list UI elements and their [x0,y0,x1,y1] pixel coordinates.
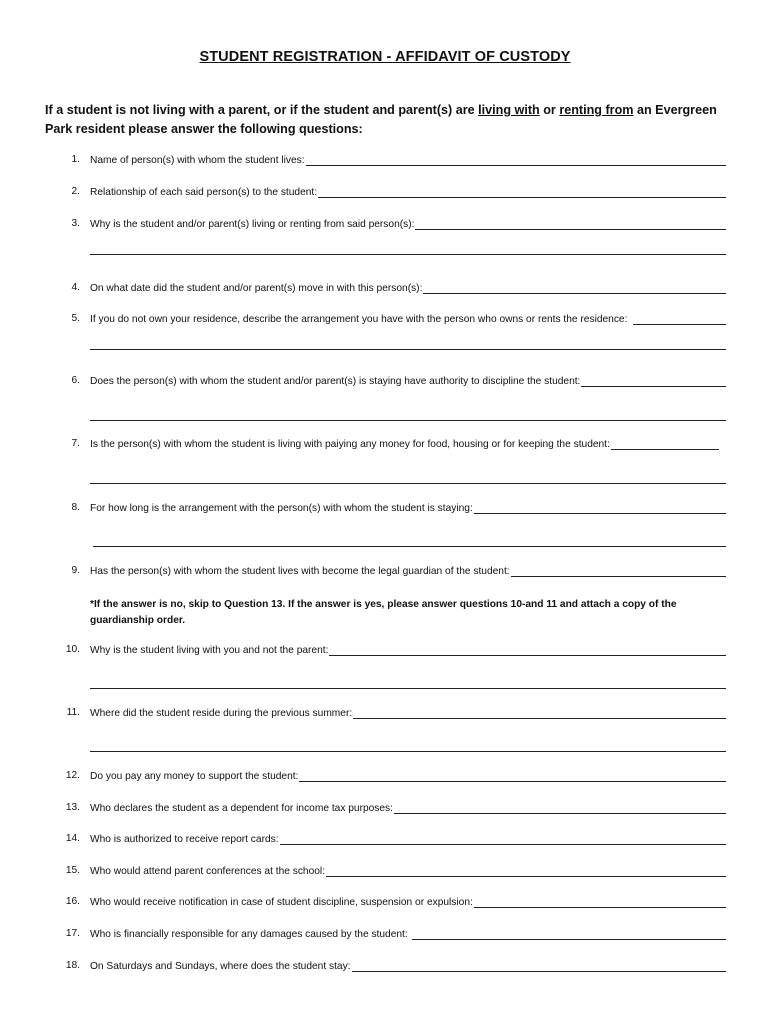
question-9: 9. Has the person(s) with whom the student lives with become the legal guardian of the student: [45,565,726,581]
question-4: 4. On what date did the student and/or parent(s) move in with this person(s): [45,282,726,298]
question-2: 2. Relationship of each said person(s) to the student: [45,186,726,202]
answer-line-13[interactable] [394,802,726,814]
intro-text: If a student is not living with a parent, or if the student and parent(s) are living with or renting from an Evergreen Park resident please answer the following questions: [45,103,717,136]
question-16: 16. Who would receive notification in case of student discipline, suspension or expulsion: [45,896,726,912]
answer-line-11b[interactable] [90,751,726,752]
answer-line-3[interactable] [415,218,726,230]
answer-line-1[interactable] [306,154,726,166]
answer-line-16[interactable] [474,896,726,908]
answer-line-2[interactable] [318,186,726,198]
question-6: 6. Does the person(s) with whom the student and/or parent(s) is staying have authority to discipline the student: [45,375,726,391]
question-5: 5. If you do not own your residence, describe the arrangement you have with the person who owns or rents the residence: [45,313,726,329]
answer-line-8b[interactable] [93,546,726,547]
answer-line-17[interactable] [412,928,726,940]
answer-line-6[interactable] [581,375,726,387]
answer-line-12[interactable] [299,770,726,782]
answer-line-15[interactable] [326,865,726,877]
question-1: 1. Name of person(s) with whom the student lives: [45,154,726,170]
living-with-emphasis: living with [478,103,540,117]
answer-line-7[interactable] [611,438,719,450]
answer-line-8[interactable] [474,502,726,514]
answer-line-5[interactable] [633,313,726,325]
answer-line-14[interactable] [280,833,726,845]
question-7: 7. Is the person(s) with whom the student is living with paiying any money for food, housing or for keeping the student: [45,438,726,454]
form-title: STUDENT REGISTRATION - AFFIDAVIT OF CUSTODY [199,49,571,65]
question-10: 10. Why is the student living with you and not the parent: [45,644,726,660]
question-8: 8. For how long is the arrangement with the person(s) with whom the student is staying: [45,502,726,518]
question-15: 15. Who would attend parent conferences at the school: [45,865,726,881]
question-17: 17. Who is financially responsible for any damages caused by the student: [45,928,726,944]
answer-line-9[interactable] [511,565,726,577]
answer-line-18[interactable] [352,960,726,972]
question-14: 14. Who is authorized to receive report cards: [45,833,726,849]
question-11: 11. Where did the student reside during the previous summer: [45,707,726,723]
answer-line-7b[interactable] [90,483,726,484]
question-18: 18. On Saturdays and Sundays, where does the student stay: [45,960,726,976]
answer-line-10[interactable] [329,644,726,656]
renting-from-emphasis: renting from [559,103,634,117]
answer-line-5b[interactable] [90,349,726,350]
question-3: 3. Why is the student and/or parent(s) living or renting from said person(s): [45,218,726,234]
answer-line-4[interactable] [423,282,726,294]
answer-line-3b[interactable] [90,254,726,255]
answer-line-6b[interactable] [90,420,726,421]
answer-line-10b[interactable] [90,688,726,689]
question-13: 13. Who declares the student as a dependent for income tax purposes: [45,802,726,818]
guardianship-note: *If the answer is no, skip to Question 13. If the answer is yes, please answer questions 10-and 11 and attach a copy of the guardianship order. [90,599,677,626]
answer-line-11[interactable] [353,707,726,719]
question-12: 12. Do you pay any money to support the student: [45,770,726,786]
